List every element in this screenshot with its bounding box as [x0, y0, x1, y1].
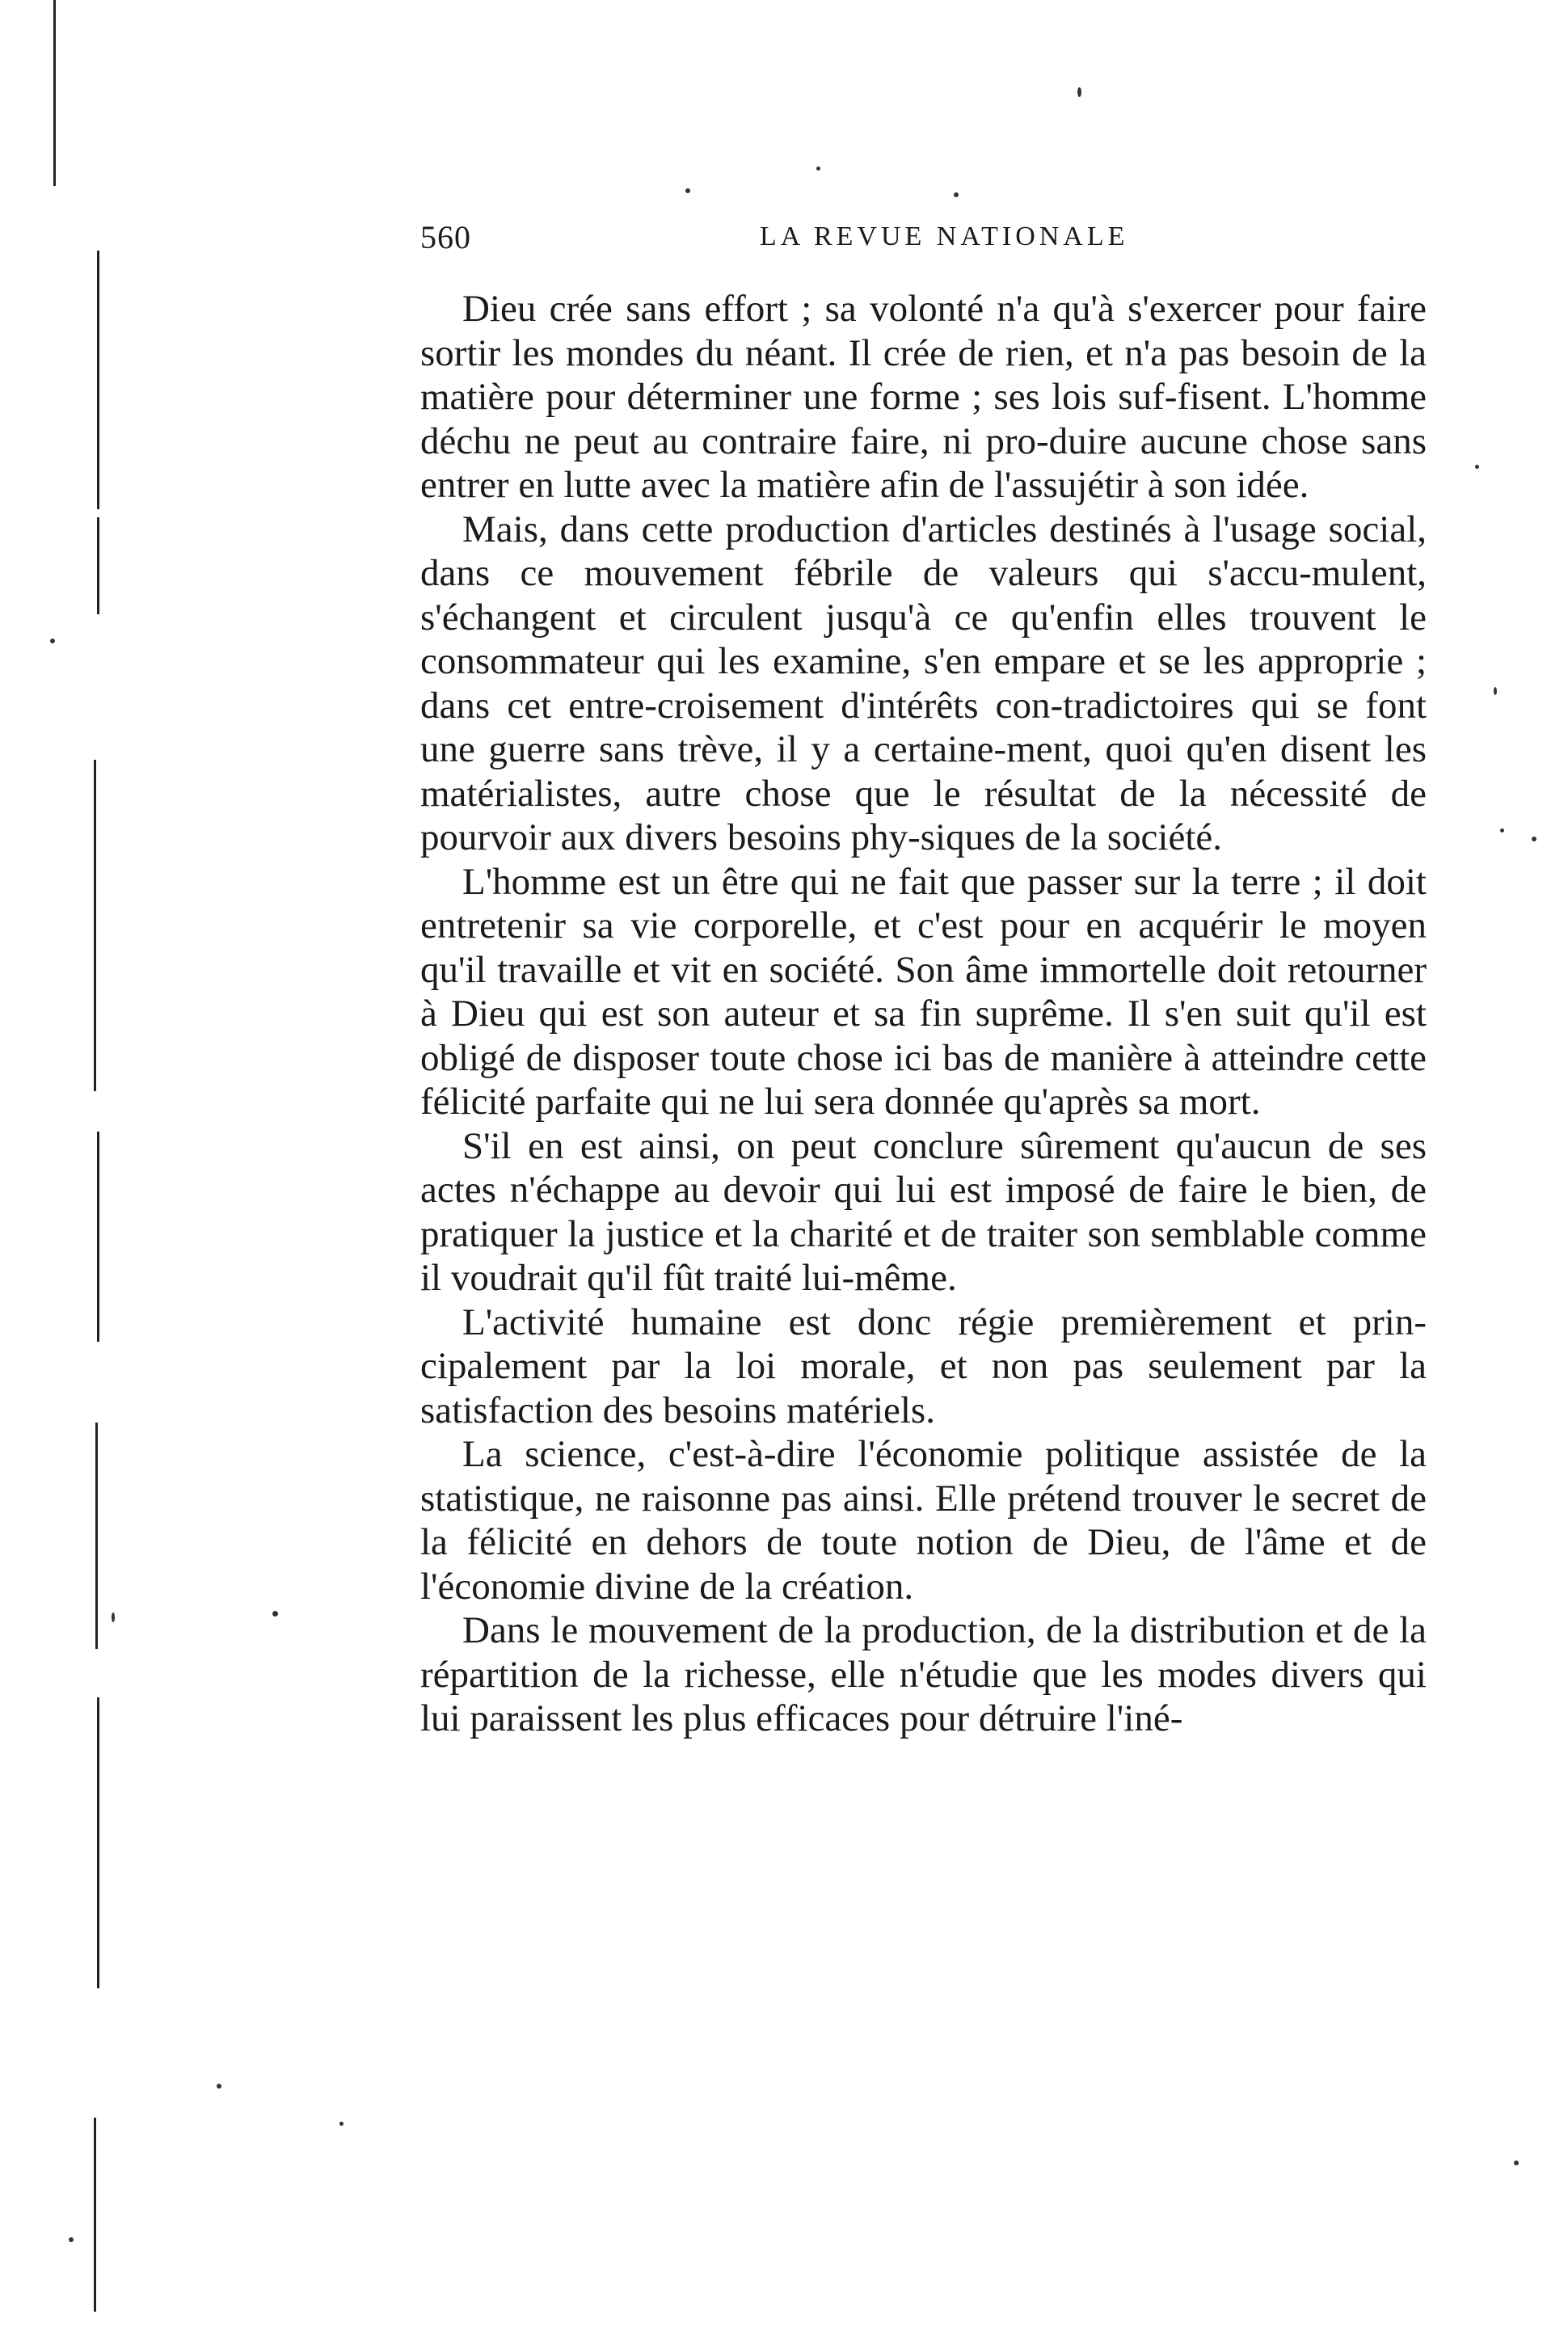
paragraph: L'homme est un être qui ne fait que passer sur la terre ; il doit entretenir sa vie corporelle, et c'est pour en acquérir le moyen qu'il travaille et vit en société. Son âme immortelle doit retourner à Dieu qui est son auteur et sa fin suprême. Il s'en suit qu'il est obligé de disposer toute chose ici bas de manière à atteindre cette félicité parfaite qui ne lui sera donnée qu'après sa mort.: [420, 860, 1427, 1123]
scan-speck: [50, 639, 55, 643]
page-number: 560: [420, 219, 471, 255]
scan-gutter-line: [94, 760, 96, 1091]
scan-speck: [1532, 837, 1536, 841]
scan-speck: [1077, 87, 1081, 97]
scan-speck: [69, 2237, 74, 2242]
paragraph: L'activité humaine est donc régie premièrement et prin-cipalement par la loi morale, et non pas seulement par la satisfaction des besoins matériels.: [420, 1301, 1427, 1431]
scan-speck: [1494, 687, 1497, 695]
scan-speck: [1500, 828, 1504, 833]
scan-speck: [954, 192, 959, 197]
paragraph: S'il en est ainsi, on peut conclure sûrement qu'aucun de ses actes n'échappe au devoir qui lui est imposé de faire le bien, de pratiquer la justice et la charité et de traiter son semblable comme il voudrait qu'il fût traité lui-même.: [420, 1124, 1427, 1299]
scan-speck: [1514, 2160, 1519, 2165]
scan-speck: [685, 188, 690, 193]
scan-speck: [112, 1612, 115, 1622]
body-text: [420, 287, 1427, 1741]
scan-speck: [272, 1611, 278, 1617]
paragraph: Dieu crée sans effort ; sa volonté n'a qu'à s'exercer pour faire sortir les mondes du néant. Il crée de rien, et n'a pas besoin de la matière pour déterminer une forme ; ses lois suf-fisent. L'homme déchu ne peut au contraire faire, ni pro-duire aucune chose sans entrer en lutte avec la matière afin de l'assujétir à son idée.: [420, 288, 1427, 506]
scan-gutter-line: [94, 2118, 96, 2312]
scan-speck: [1475, 465, 1479, 469]
scan-gutter-line: [97, 251, 99, 509]
page-header: [420, 218, 1427, 259]
scan-gutter-line: [97, 1697, 99, 1988]
scan-speck: [816, 167, 820, 171]
scan-gutter-line: [53, 0, 56, 186]
running-title: LA REVUE NATIONALE: [760, 221, 1129, 251]
scan-speck: [339, 2122, 344, 2126]
paragraph: Dans le mouvement de la production, de la distribution et de la répartition de la richesse, elle n'étudie que les modes divers qui lui paraissent les plus efficaces pour détruire l'iné-: [420, 1609, 1427, 1739]
paragraph: Mais, dans cette production d'articles destinés à l'usage social, dans ce mouvement fébrile de valeurs qui s'accu-mulent, s'échangent et circulent jusqu'à ce qu'enfin elles trouvent le consommateur qui les examine, s'en empare et se les approprie ; dans cet entre-croisement d'intérêts con-tradictoires qui se font une guerre sans trève, il y a certaine-ment, quoi qu'en disent les matérialistes, autre chose que le résultat de la nécessité de pourvoir aux divers besoins phy-siques de la société.: [420, 508, 1427, 858]
scan-gutter-line: [95, 1423, 98, 1649]
scan-speck: [217, 2084, 221, 2089]
scan-gutter-line: [97, 1132, 99, 1342]
scan-gutter-line: [97, 517, 99, 614]
paragraph: La science, c'est-à-dire l'économie politique assistée de la statistique, ne raisonne pas ainsi. Elle prétend trouver le secret de la félicité en dehors de toute notion de Dieu, de l'âme et de l'économie divine de la création.: [420, 1433, 1427, 1608]
